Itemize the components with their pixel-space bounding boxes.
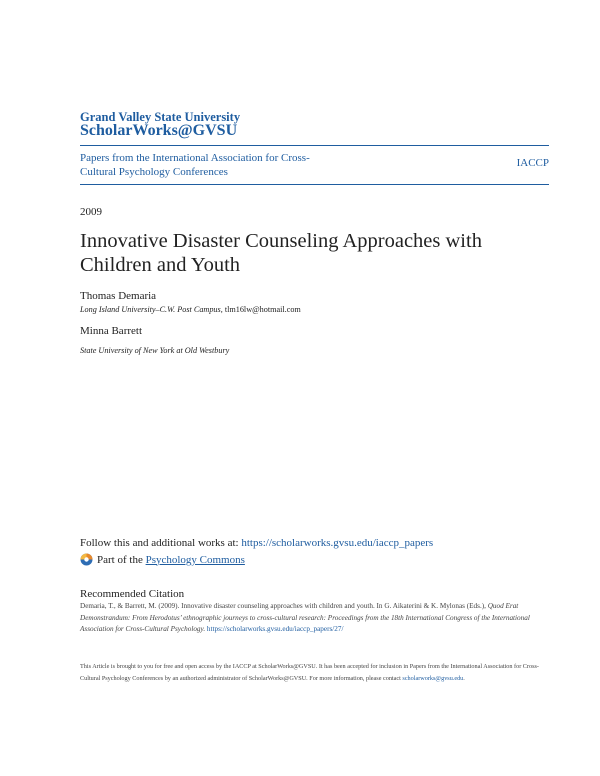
paper-title: Innovative Disaster Counseling Approaches with Children and Youth [80, 230, 482, 276]
follow-link[interactable]: https://scholarworks.gvsu.edu/iaccp_papers [241, 537, 434, 549]
part-of-label: Part of the [97, 553, 143, 566]
header-rule-bottom [80, 184, 549, 185]
citation-heading: Recommended Citation [80, 588, 185, 600]
follow-line [80, 537, 433, 549]
author-affiliation-line [80, 340, 229, 358]
university-name: Grand Valley State University [80, 110, 241, 124]
footer-notice [80, 661, 540, 684]
footer-end: . [463, 674, 465, 682]
contact-email-link[interactable]: scholarworks@gvsu.edu [402, 674, 464, 682]
author-name: Thomas Demaria [80, 290, 157, 302]
citation-text [80, 601, 540, 636]
series-tag[interactable]: IACCP [516, 157, 549, 169]
author-name: Minna Barrett [80, 325, 143, 337]
publication-year: 2009 [80, 206, 102, 218]
part-of-line [80, 553, 245, 566]
citation-url[interactable]: https://scholarworks.gvsu.edu/iaccp_papers/27/ [205, 625, 344, 633]
author-block-1 [80, 290, 301, 314]
author-email: , tlm16lw@hotmail.com [220, 305, 301, 314]
author-block-2 [80, 325, 229, 358]
author-affiliation: State University of New York at Old Westbury [80, 346, 230, 355]
author-affiliation: Long Island University–C.W. Post Campus [80, 305, 221, 314]
citation-italic: Quod Erat Demonstrandum: From Herodotus’ ethnographic journeys to cross-cultural research: Proceedings from the 18th International Congress of the International Association for Cross-Cultural Psychology. [80, 602, 530, 633]
header-rule-top [80, 145, 549, 146]
repository-name[interactable]: ScholarWorks@GVSU [80, 122, 238, 139]
footer-text: This Article is brought to you for free and open access by the IACCP at ScholarWorks@GVSU. It has been accepted for inclusion in Papers from the International Association for Cross-Cultural Psychology Conferences by an authorized administrator of ScholarWorks@GVSU. For more information, please contact [80, 663, 539, 682]
author-affiliation-line [80, 305, 301, 314]
citation-plain: Demaria, T., & Barrett, M. (2009). Innovative disaster counseling approaches with children and youth. In G. Aikaterini & K. Mylonas (Eds.), [80, 602, 488, 610]
series-title[interactable]: Papers from the International Association for Cross-Cultural Psychology Conferences [80, 152, 310, 178]
bepress-commons-icon [80, 553, 93, 566]
psychology-commons-link[interactable]: Psychology Commons [145, 553, 245, 566]
follow-label: Follow this and additional works at: [80, 537, 242, 549]
